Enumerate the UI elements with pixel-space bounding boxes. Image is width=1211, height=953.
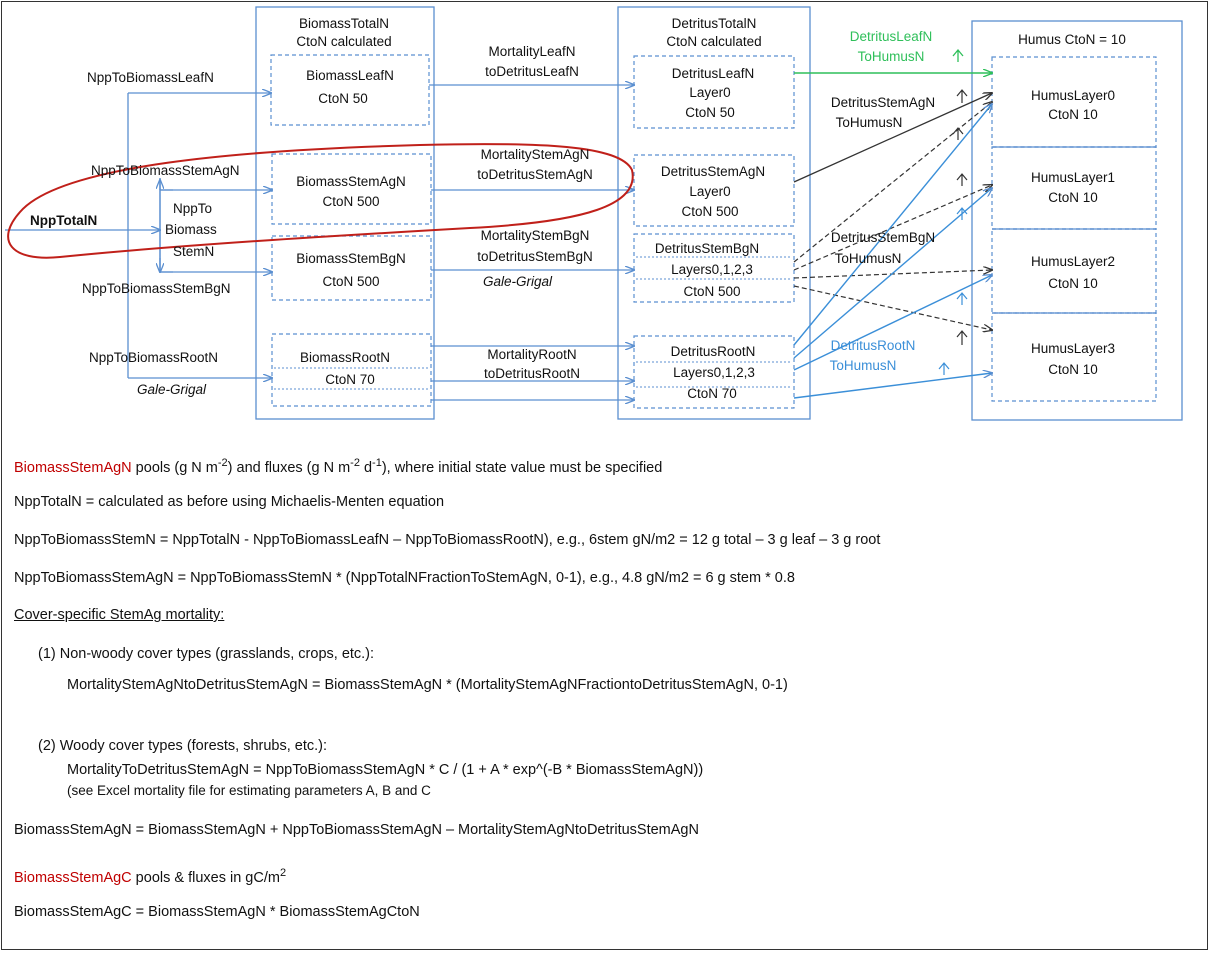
detritus-stem-bg-label-3: CtoN 500 <box>683 284 741 299</box>
npp-leaf-label: NppToBiomassLeafN <box>87 70 214 85</box>
humus-layer-3-label-1: HumusLayer3 <box>1030 341 1116 356</box>
biomass-stem-bg-box <box>272 236 431 300</box>
heading-part: pools & fluxes in gC/m <box>131 869 280 886</box>
npp-to-biomass-stem-label-3: StemN <box>173 244 215 259</box>
heading-highlight: BiomassStemAgN <box>14 459 132 476</box>
note-equation: MortalityStemAgNtoDetritusStemAgN = BiomassStemAgN * (MortalityStemAgNFractiontoDetritusStemAgN, 0-1) <box>67 677 788 693</box>
npp-stem-ag-label: NppToBiomassStemAgN <box>91 163 240 178</box>
detritus-stem-bg-label-1: DetritusStemBgN <box>654 241 760 256</box>
det-stem-bg-humus-label-1: DetritusStemBgN <box>830 230 936 245</box>
gale-grigal-label-1: Gale-Grigal <box>137 382 207 397</box>
mort-root-label-2: toDetritusRootN <box>483 366 581 381</box>
detritus-leaf-label-3: CtoN 50 <box>685 105 735 120</box>
note-line: (1) Non-woody cover types (grasslands, crops, etc.): <box>38 646 375 662</box>
biomass-stem-bg-label-2: CtoN 500 <box>322 274 380 289</box>
biomass-stem-ag-label-1: BiomassStemAgN <box>296 174 406 189</box>
heading-highlight: BiomassStemAgC <box>14 869 132 886</box>
biomass-leaf-label-2: CtoN 50 <box>318 91 368 106</box>
humus-layer-3-box <box>992 313 1156 401</box>
detritus-stem-ag-label-2: Layer0 <box>689 184 731 199</box>
humus-layer-0-label-1: HumusLayer0 <box>1030 88 1116 103</box>
biomass-total-label-2: CtoN calculated <box>296 34 392 49</box>
heading-part: ), where initial state value must be specified <box>381 459 663 476</box>
det-root-humus-label-1: DetritusRootN <box>830 338 916 353</box>
humus-layer-1-label-2: CtoN 10 <box>1048 190 1098 205</box>
humus-layer-1-box <box>992 147 1156 229</box>
humus-layer-2-box <box>992 229 1156 313</box>
biomass-leaf-box <box>271 55 429 125</box>
det-stem-ag-humus-label-2: ToHumusN <box>835 115 903 130</box>
humus-layer-1-label-1: HumusLayer1 <box>1030 170 1116 185</box>
mort-stem-ag-label-1: MortalityStemAgN <box>480 147 590 162</box>
heading-sup: 2 <box>279 867 287 879</box>
humus-layer-3-label-2: CtoN 10 <box>1048 362 1098 377</box>
detritus-stem-ag-label-3: CtoN 500 <box>681 204 739 219</box>
humus-layer-2-label-2: CtoN 10 <box>1048 276 1098 291</box>
npp-to-biomass-stem-label-1: NppTo <box>173 201 213 216</box>
detritus-stem-ag-label-1: DetritusStemAgN <box>660 164 766 179</box>
heading-part: pools (g N m <box>131 459 218 476</box>
pools-heading <box>14 450 662 481</box>
carbon-heading <box>14 860 286 891</box>
detritus-leaf-label-1: DetritusLeafN <box>671 66 755 81</box>
heading-part: ) and fluxes (g N m <box>227 459 351 476</box>
humus-layer-0-label-2: CtoN 10 <box>1048 107 1098 122</box>
npp-root-label: NppToBiomassRootN <box>89 350 219 365</box>
mort-leaf-label-1: MortalityLeafN <box>488 44 576 59</box>
mort-stem-bg-label-1: MortalityStemBgN <box>480 228 590 243</box>
heading-sup: -2 <box>350 457 360 469</box>
note-line: (see Excel mortality file for estimating parameters A, B and C <box>67 783 431 798</box>
note-equation: MortalityToDetritusStemAgN = NppToBiomassStemAgN * C / (1 + A * exp^(-B * BiomassStemAgN)) <box>67 762 704 778</box>
detritus-total-label-2: CtoN calculated <box>666 34 762 49</box>
nitrogen-flow-diagram <box>0 0 1211 440</box>
detritus-stem-bg-label-2: Layers0,1,2,3 <box>671 262 753 277</box>
note-equation: BiomassStemAgN = BiomassStemAgN + NppToBiomassStemAgN – MortalityStemAgNtoDetritusStemAgN <box>14 822 699 838</box>
humus-box <box>972 21 1182 420</box>
npp-to-biomass-stem-label-2: Biomass <box>165 222 217 237</box>
mort-stem-ag-label-2: toDetritusStemAgN <box>477 167 593 182</box>
detritus-root-label-3: CtoN 70 <box>687 386 737 401</box>
biomass-leaf-label-1: BiomassLeafN <box>306 68 394 83</box>
npp-total-label: NppTotalN <box>30 213 98 228</box>
mort-leaf-label-2: toDetritusLeafN <box>485 64 579 79</box>
det-leaf-humus-label-1: DetritusLeafN <box>849 29 933 44</box>
note-line: (2) Woody cover types (forests, shrubs, etc.): <box>38 738 328 754</box>
humus-title: Humus CtoN = 10 <box>1018 32 1126 47</box>
biomass-root-label-2: CtoN 70 <box>325 372 375 387</box>
npp-stem-bg-label: NppToBiomassStemBgN <box>82 281 231 296</box>
gale-grigal-label-2: Gale-Grigal <box>483 274 553 289</box>
note-equation: BiomassStemAgC = BiomassStemAgN * BiomassStemAgCtoN <box>14 904 420 920</box>
mort-root-label-1: MortalityRootN <box>487 347 577 362</box>
heading-sup: -2 <box>217 457 228 469</box>
heading-part: d <box>359 459 373 476</box>
det-leaf-humus-label-2: ToHumusN <box>857 49 925 64</box>
detritus-root-label-1: DetritusRootN <box>670 344 756 359</box>
det-stem-ag-humus-label-1: DetritusStemAgN <box>830 95 936 110</box>
biomass-root-box <box>272 334 431 406</box>
detritus-leaf-label-2: Layer0 <box>689 85 731 100</box>
biomass-total-label-1: BiomassTotalN <box>298 16 390 31</box>
det-root-humus-label-2: ToHumusN <box>829 358 897 373</box>
note-line: NppTotalN = calculated as before using Michaelis-Menten equation <box>14 494 445 510</box>
det-stem-bg-humus-label-2: ToHumusN <box>834 251 902 266</box>
biomass-stem-ag-box <box>272 154 431 224</box>
detritus-root-label-2: Layers0,1,2,3 <box>673 365 755 380</box>
biomass-root-label-1: BiomassRootN <box>299 350 391 365</box>
humus-layer-2-label-1: HumusLayer2 <box>1030 254 1116 269</box>
mort-stem-bg-label-2: toDetritusStemBgN <box>477 249 593 264</box>
biomass-stem-bg-label-1: BiomassStemBgN <box>296 251 406 266</box>
note-line: NppToBiomassStemAgN = NppToBiomassStemN * (NppTotalNFractionToStemAgN, 0-1), e.g., 4.8 gN/m2 = 6 g stem * 0.8 <box>14 570 795 586</box>
note-subheading: Cover-specific StemAg mortality: <box>14 607 225 623</box>
detritus-total-label-1: DetritusTotalN <box>671 16 757 31</box>
heading-sup: -1 <box>372 457 382 469</box>
biomass-stem-ag-label-2: CtoN 500 <box>322 194 380 209</box>
note-line: NppToBiomassStemN = NppTotalN - NppToBiomassLeafN – NppToBiomassRootN), e.g., 6stem gN/m2 = 12 g total – 3 g leaf – 3 g root <box>14 532 881 548</box>
